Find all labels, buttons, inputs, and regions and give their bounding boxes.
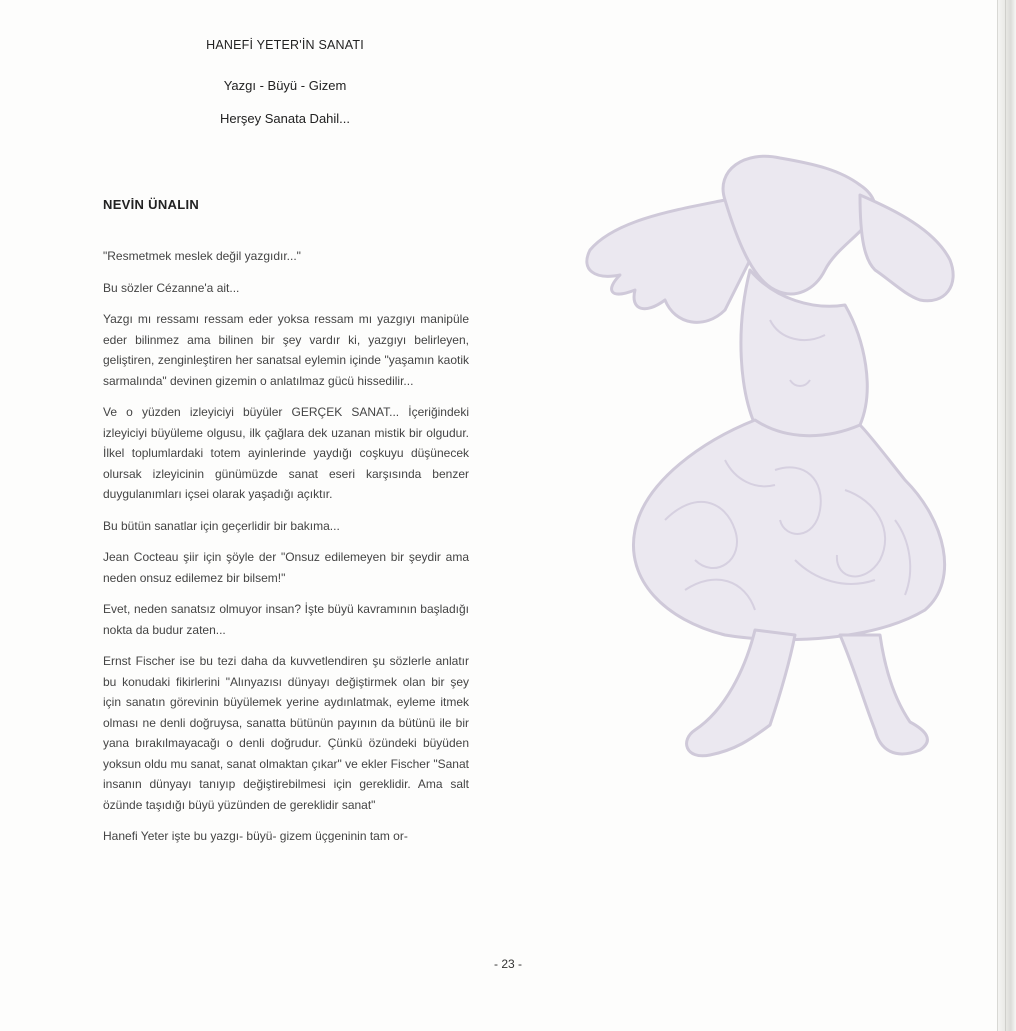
paragraph: Ve o yüzden izleyiciyi büyüler GERÇEK SANAT... İçeriğindeki izleyiciyi büyüleme olgusu, ilk çağlara dek uzanan mistik bir olgudur. İlkel toplumlardaki totem ayinlerinde yaydığı coşkuyu düşünecek olursak izleyicinin günümüzde sanat eseri karşısında benzer duygulanımları içsei olarak yaşadığı açıktır. — [103, 405, 469, 501]
paragraph: Ernst Fischer ise bu tezi daha da kuvvetlendiren şu sözlerle anlatır bu konudaki fikirlerini "Alınyazısı dünyayı değiştirmek olan bir şey için sanatın görevinin büyülemek yerine aydınlatmak, eyleme itmek olması ne denli doğruysa, sanatta bütünün payının da bütünü ile bir yana bırakılmayacağı o denli doğrudur. Çünkü özündeki büyüden yoksun oldu mu sanat, sanat olmaktan çıkar" ve ekler Fischer "Sanat insanın dünyayı tanıyıp değiştirebilmesi için gereklidir. Ama salt özünde taşıdığı büyü yüzünden de gereklidir sanat" — [103, 654, 469, 812]
paragraph: "Resmetmek meslek değil yazgıdır..." — [103, 249, 301, 263]
paragraph: Yazgı mı ressamı ressam eder yoksa ressam mı yazgıyı manipüle eder bilinmez ama bilinen bir şey vardır ki, yazgıyı belirleyen, geliştiren, zenginleştiren her sanatsal eylemin içinde "yaşamın kaotik sarmalında" devinen gizemin o anlatılmaz gücü hissedilir... — [103, 312, 469, 388]
paragraph: Bu sözler Cézanne'a ait... — [103, 280, 240, 295]
figure-icon — [575, 140, 995, 780]
page-title: HANEFİ YETER'İN SANATI — [206, 38, 364, 52]
body-text — [103, 246, 469, 858]
paragraph: Jean Cocteau şiir için şöyle der "Onsuz edilemeyen bir şeydir ama neden onsuz edilemez bir bilsem!" — [103, 550, 469, 585]
header-block — [150, 38, 420, 126]
page-subtitle-2: Herşey Sanata Dahil... — [219, 111, 351, 126]
paragraph: Evet, neden sanatsız olmuyor insan? İşte büyü kavramının başladığı nokta da budur zaten... — [103, 602, 469, 637]
page-binding-edge — [997, 0, 1016, 1031]
page-number: - 23 - — [493, 957, 522, 971]
author-name: NEVİN ÜNALIN — [103, 197, 200, 212]
paragraph: Bu bütün sanatlar için geçerlidir bir bakıma... — [103, 518, 340, 533]
page-subtitle-1: Yazgı - Büyü - Gizem — [223, 78, 347, 93]
paragraph: Hanefi Yeter işte bu yazgı- büyü- gizem üçgeninin tam or- — [103, 829, 408, 843]
dancing-figure-illustration — [575, 140, 995, 780]
